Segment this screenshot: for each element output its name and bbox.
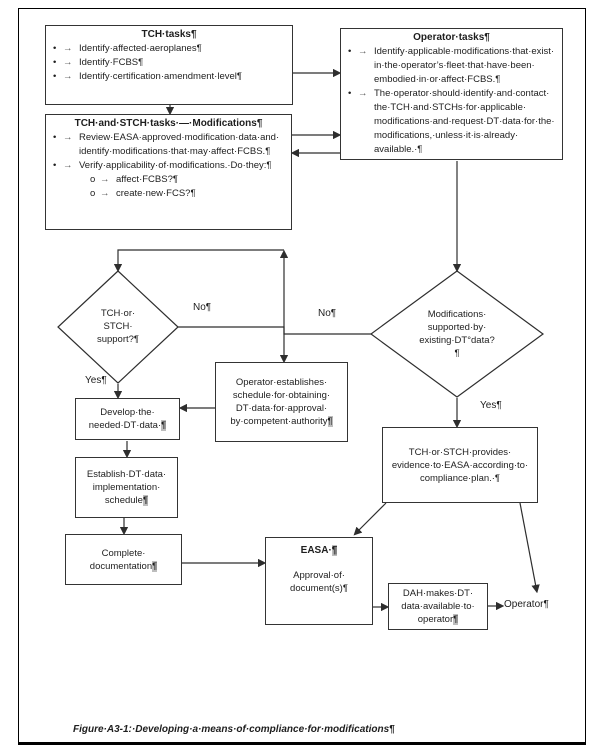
operator-tasks-box (340, 28, 563, 160)
tab-arrow-mark: → (358, 46, 368, 57)
dah-makes-dt-data-available-text (397, 587, 479, 626)
bullet-marker: • (348, 46, 352, 57)
tab-arrow-mark: → (63, 43, 73, 54)
operator-tasks-items (341, 45, 562, 157)
box-text: Operator·​establishes·​schedule·​for·​obtaining·​DT·​data·​for·​approval·​by·​competent·​authority (230, 377, 331, 427)
arrow-leftdiamond-no-to-schedulebox (178, 327, 284, 357)
easa-title (266, 538, 372, 558)
bullet-marker: • (348, 88, 352, 99)
easa-approval-box (265, 537, 373, 625)
pilcrow-mark: ¶ (331, 545, 338, 556)
bullet-marker: • (53, 132, 57, 143)
tch-and-stch-tasks-title: TCH·​and·​STCH·​tasks·​—·​Modifications¶ (74, 118, 263, 129)
list-item (341, 45, 562, 87)
tch-tasks-items (46, 42, 292, 84)
list-item (46, 187, 291, 201)
box-text: Establish·​DT·​data·​implementation·​schedule (86, 469, 167, 506)
label-yes-right-diamond: Yes¶ (480, 400, 502, 411)
decision-mods-supported-text: Modifications·​supported·​by·​existing·​DT°data?¶ (419, 309, 495, 359)
item-text: Identify·​applicable·​modifications·​that·​exist·​in·​the·​operator’s·​fleet·​that·​have·​been·​embodied·​in·​or·​affect·​FCBS.¶ (374, 46, 555, 85)
tab-arrow-mark: → (100, 174, 110, 185)
complete-documentation-text (80, 547, 167, 573)
label-operator-output: Operator¶ (504, 599, 549, 610)
arrow-rightdiamond-no-up (284, 256, 371, 334)
tab-arrow-mark: → (63, 57, 73, 68)
develop-needed-dt-data-text (86, 406, 169, 432)
box-text: DAH·​makes·​DT·​data·​available·​to·​operator (401, 588, 475, 625)
pilcrow-mark: ¶ (453, 614, 459, 625)
tab-arrow-mark: → (358, 88, 368, 99)
bullet-marker: • (53, 160, 57, 171)
tch-and-stch-tasks-box (45, 114, 292, 230)
develop-needed-dt-data-box (75, 398, 180, 440)
complete-documentation-box (65, 534, 182, 585)
bullet-marker: • (53, 43, 57, 54)
tch-and-stch-tasks-items (46, 131, 291, 201)
list-item (46, 42, 292, 56)
list-item (46, 131, 291, 159)
pilcrow-mark: ¶ (152, 560, 158, 572)
list-item (341, 87, 562, 157)
tch-or-stch-provides-evidence-text: TCH·​or·​STCH·​provides·​evidence·​to·​EASA·​according·​to·​compliance·​plan.·​¶ (391, 446, 529, 484)
operator-tasks-title: Operator·​tasks¶ (413, 32, 490, 43)
item-text: affect·​FCBS?¶ (116, 174, 178, 185)
arrow-provides-to-easa (358, 503, 386, 531)
tch-tasks-title: TCH·​tasks¶ (141, 29, 197, 40)
bullet-marker: • (53, 71, 57, 82)
item-text: Identify·​affected·​aeroplanes¶ (79, 43, 202, 54)
list-item (46, 70, 292, 84)
tab-arrow-mark: → (63, 132, 73, 143)
bullet-marker: o (90, 188, 96, 199)
establish-implementation-schedule-box (75, 457, 178, 518)
item-text: create·​new·​FCS?¶ (116, 188, 196, 199)
bullet-marker: • (53, 57, 57, 68)
label-no-left-diamond: No¶ (193, 302, 212, 313)
label-no-right-diamond: No¶ (318, 308, 337, 319)
tch-or-stch-provides-evidence-box (382, 427, 538, 503)
label-yes-left-diamond: Yes¶ (85, 375, 107, 386)
establish-implementation-schedule-text (80, 468, 173, 507)
operator-establishes-schedule-box (215, 362, 348, 442)
box-text: EASA·​ (300, 545, 332, 556)
decision-tch-or-stch-support-text: TCH·​or·​STCH·​support?¶ (96, 308, 140, 345)
item-text: Verify·​applicability·​of·​modifications.·​Do·​they:¶ (79, 160, 272, 171)
item-text: Review·​EASA·​approved·​modification·​data·​and·​identify·​modifications·​that·​may·​affect·​FCBS.¶ (79, 132, 280, 157)
list-item (46, 173, 291, 187)
item-text: The·​operator·​should·​identify·​and·​contact·​the·​TCH·​and·​STCHs·​for·​applicable·​modifications·​and·​request·​DT·​data·​for·​the·​modifications,·​unless·​it·​is·​already·​available.·​¶ (374, 88, 555, 155)
tch-tasks-box (45, 25, 293, 105)
operator-establishes-schedule-text (230, 376, 333, 428)
tab-arrow-mark: → (63, 160, 73, 171)
tab-arrow-mark: → (63, 71, 73, 82)
pilcrow-mark: ¶ (327, 416, 333, 427)
list-item (46, 159, 291, 173)
figure-caption: Figure·​A3-1:·​Developing·​a·​means·​of·​compliance·​for·​modifications¶ (73, 724, 395, 735)
box-text: Develop·​the·​needed·​DT·​data·​ (88, 407, 162, 431)
item-text: Identify·​FCBS¶ (79, 57, 144, 68)
item-text: Identify·​certification·​amendment·​level¶ (79, 71, 242, 82)
pilcrow-mark: ¶ (142, 495, 149, 506)
arrow-provides-to-operator (520, 503, 536, 587)
arrow-no-to-leftdiamond (118, 250, 284, 266)
dah-makes-dt-data-available-box (388, 583, 488, 630)
bullet-marker: o (90, 174, 96, 185)
tab-arrow-mark: → (100, 188, 110, 199)
easa-body: Approval·​of·​document(s)¶ (290, 570, 348, 594)
list-item (46, 56, 292, 70)
box-text: Complete·​documentation (89, 547, 153, 572)
pilcrow-mark: ¶ (161, 420, 167, 431)
